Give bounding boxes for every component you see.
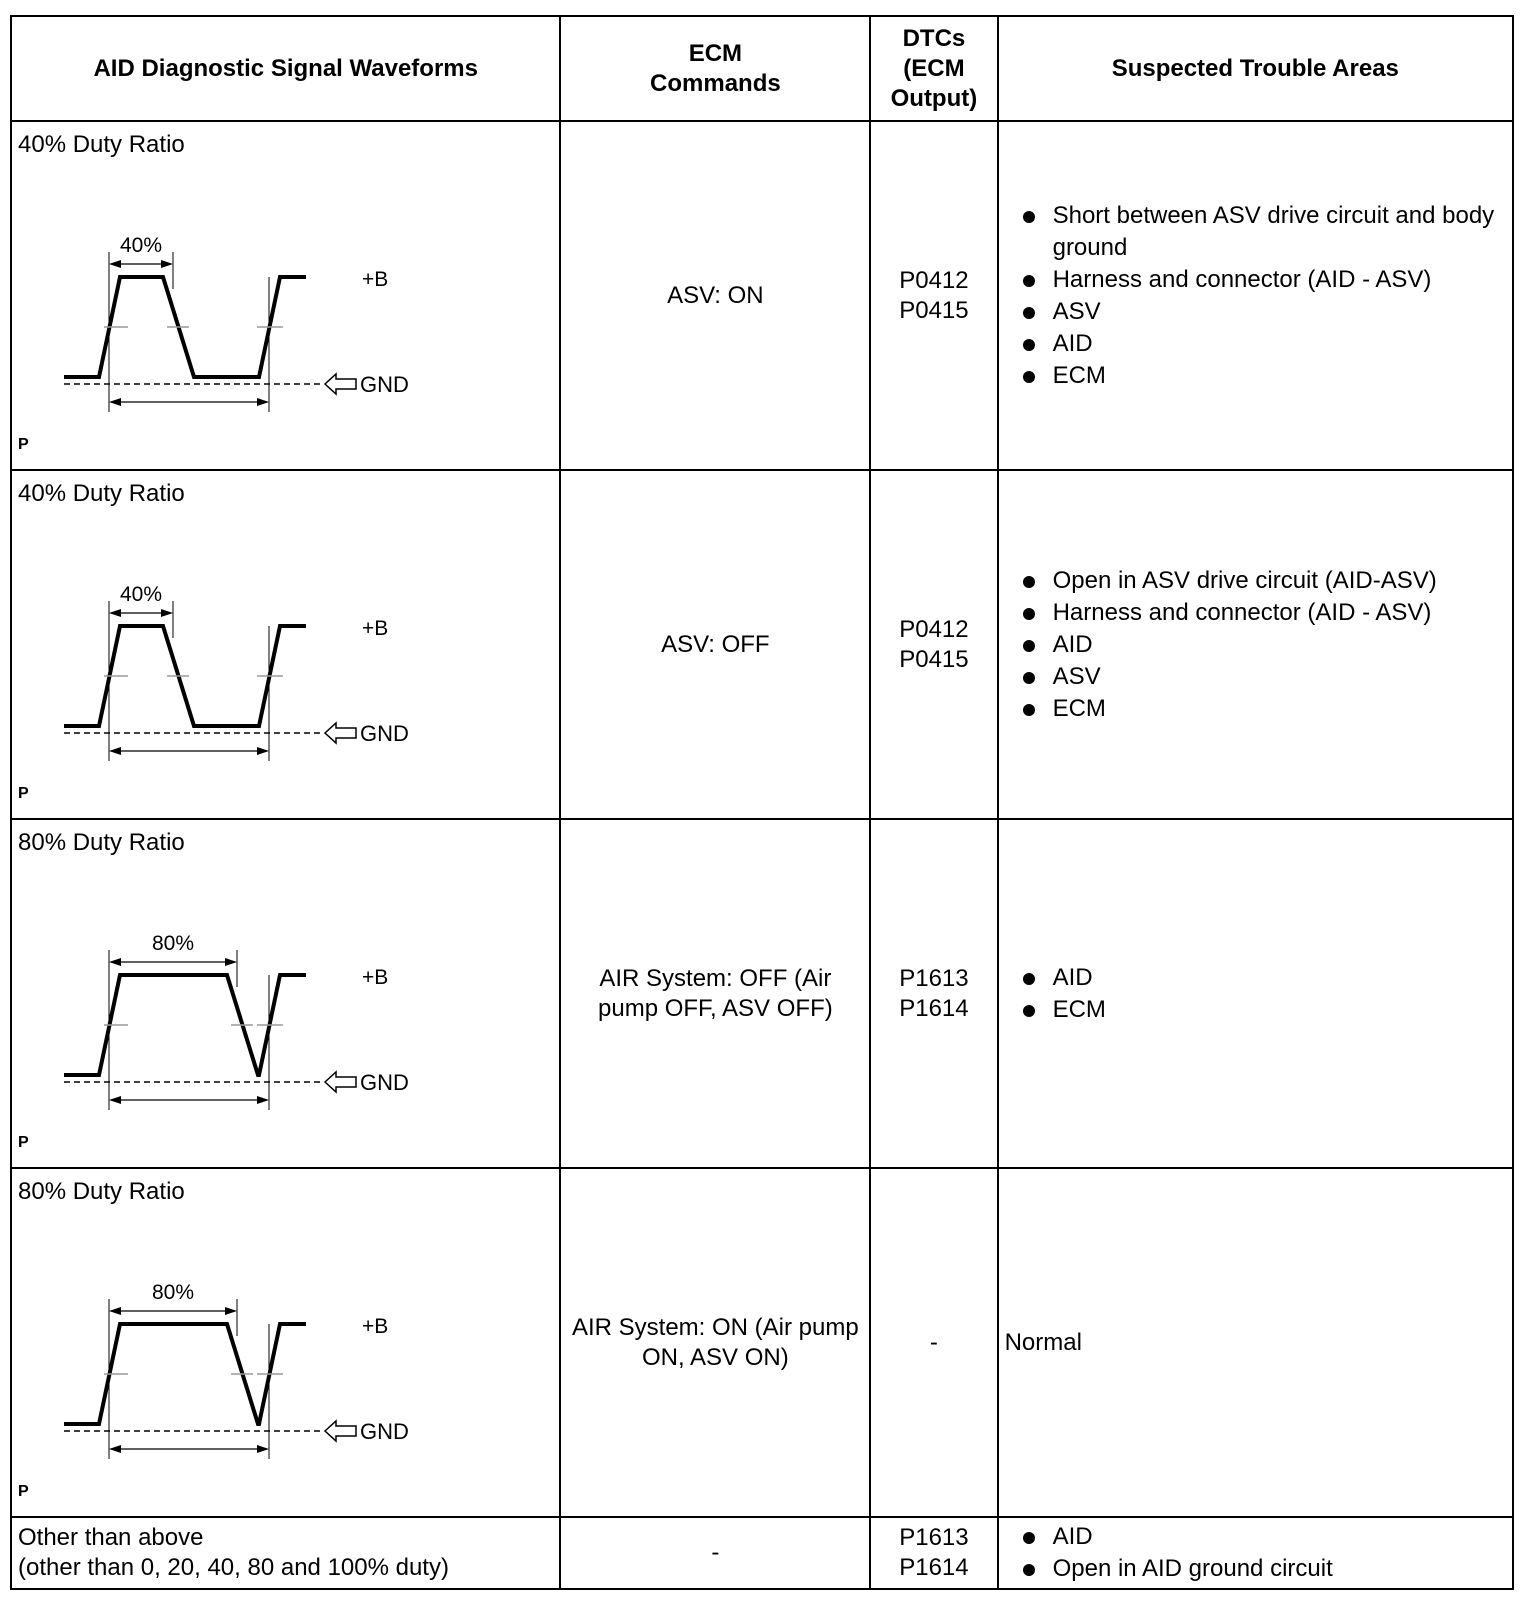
other-label-cell bbox=[11, 1517, 560, 1589]
trouble-areas-cell bbox=[998, 819, 1513, 1168]
trouble-areas-cell bbox=[998, 470, 1513, 819]
duty-percent-label: 80% bbox=[151, 1281, 195, 1304]
diagnostic-table bbox=[10, 15, 1514, 1590]
table-row bbox=[11, 1168, 1513, 1517]
corner-mark: P bbox=[18, 1134, 29, 1151]
trouble-areas-cell bbox=[998, 1517, 1513, 1589]
dtc-code: P1613 bbox=[899, 964, 969, 992]
table-row bbox=[11, 121, 1513, 470]
ecm-command-cell: AIR System: ON (Air pump ON, ASV ON) bbox=[560, 1168, 870, 1517]
list-item: AID bbox=[1023, 1521, 1504, 1553]
header-ecm-commands: ECM Commands bbox=[560, 16, 870, 121]
arrowhead bbox=[225, 958, 237, 966]
dtc-code: P1614 bbox=[899, 994, 969, 1022]
table-row bbox=[11, 1517, 1513, 1589]
list-item: AID bbox=[1023, 629, 1504, 661]
waveform-diagram bbox=[12, 820, 560, 1169]
duty-percent-label: 40% bbox=[119, 583, 163, 606]
gnd-arrow-icon bbox=[325, 723, 356, 743]
waveform-cell bbox=[11, 121, 560, 470]
arrowhead bbox=[109, 1096, 121, 1104]
dtc-cell bbox=[870, 121, 997, 470]
arrowhead bbox=[109, 747, 121, 755]
list-item: Harness and connector (AID - ASV) bbox=[1023, 597, 1504, 629]
trouble-areas-cell bbox=[998, 1168, 1513, 1517]
duty-percent-label: 40% bbox=[119, 234, 163, 257]
duty-ratio-label: 40% Duty Ratio bbox=[18, 131, 185, 158]
arrowhead bbox=[257, 1445, 269, 1453]
waveform-cell bbox=[11, 470, 560, 819]
list-item: Short between ASV drive circuit and body ground bbox=[1023, 200, 1504, 264]
duty-ratio-label: 40% Duty Ratio bbox=[18, 480, 185, 507]
header-waveforms: AID Diagnostic Signal Waveforms bbox=[11, 16, 560, 121]
dtc-code: P0415 bbox=[899, 645, 969, 673]
list-item: ASV bbox=[1023, 661, 1504, 693]
trouble-area-list bbox=[999, 565, 1512, 725]
waveform-cell bbox=[11, 819, 560, 1168]
arrowhead bbox=[109, 958, 121, 966]
gnd-arrow-icon bbox=[325, 374, 356, 394]
gnd-label: GND bbox=[360, 721, 409, 746]
header-row bbox=[11, 16, 1513, 121]
arrowhead bbox=[109, 260, 121, 268]
waveform-diagram bbox=[12, 471, 560, 820]
gnd-label: GND bbox=[360, 1419, 409, 1444]
waveform-diagram bbox=[12, 122, 560, 471]
ecm-command-cell: - bbox=[560, 1517, 870, 1589]
list-item: ECM bbox=[1023, 360, 1504, 392]
table-row bbox=[11, 819, 1513, 1168]
list-item: ECM bbox=[1023, 994, 1504, 1026]
dtc-code: P0415 bbox=[899, 296, 969, 324]
plus-b-label: +B bbox=[362, 966, 389, 989]
arrowhead bbox=[257, 398, 269, 406]
dtc-code: P1614 bbox=[899, 1554, 969, 1581]
ecm-command-cell: AIR System: OFF (Air pump OFF, ASV OFF) bbox=[560, 819, 870, 1168]
dtc-cell bbox=[870, 470, 997, 819]
list-item: Open in ASV drive circuit (AID-ASV) bbox=[1023, 565, 1504, 597]
dtc-code: - bbox=[929, 1328, 938, 1356]
arrowhead bbox=[109, 1307, 121, 1315]
trouble-area-list bbox=[999, 962, 1512, 1026]
gnd-label: GND bbox=[360, 1070, 409, 1095]
ecm-command-cell: ASV: OFF bbox=[560, 470, 870, 819]
trouble-areas-cell bbox=[998, 121, 1513, 470]
arrowhead bbox=[109, 609, 121, 617]
duty-ratio-label: 80% Duty Ratio bbox=[18, 829, 185, 856]
arrowhead bbox=[161, 260, 173, 268]
list-item: AID bbox=[1023, 962, 1504, 994]
plus-b-label: +B bbox=[362, 617, 389, 640]
waveform-diagram bbox=[12, 1169, 560, 1518]
duty-ratio-label: 80% Duty Ratio bbox=[18, 1178, 185, 1205]
list-item: Open in AID ground circuit bbox=[1023, 1553, 1504, 1585]
list-item: AID bbox=[1023, 328, 1504, 360]
header-areas: Suspected Trouble Areas bbox=[998, 16, 1513, 121]
arrowhead bbox=[109, 398, 121, 406]
plus-b-label: +B bbox=[362, 1315, 389, 1338]
list-item: ASV bbox=[1023, 296, 1504, 328]
table-row bbox=[11, 470, 1513, 819]
gnd-arrow-icon bbox=[325, 1421, 356, 1441]
gnd-label: GND bbox=[360, 372, 409, 397]
other-label-line2: (other than 0, 20, 40, 80 and 100% duty) bbox=[18, 1554, 449, 1581]
dtc-cell bbox=[870, 1517, 997, 1589]
dtc-code: P1613 bbox=[899, 1524, 969, 1551]
waveform-cell bbox=[11, 1168, 560, 1517]
trouble-area-list bbox=[999, 200, 1512, 392]
dtc-cell bbox=[870, 1168, 997, 1517]
list-item: ECM bbox=[1023, 693, 1504, 725]
normal-text: Normal bbox=[1004, 1328, 1082, 1356]
corner-mark: P bbox=[18, 1483, 29, 1500]
list-item: Harness and connector (AID - ASV) bbox=[1023, 264, 1504, 296]
duty-percent-label: 80% bbox=[151, 932, 195, 955]
dtc-code: P0412 bbox=[899, 266, 969, 294]
arrowhead bbox=[161, 609, 173, 617]
ecm-command-cell: ASV: ON bbox=[560, 121, 870, 470]
arrowhead bbox=[109, 1445, 121, 1453]
dtc-code: P0412 bbox=[899, 615, 969, 643]
other-label-line1: Other than above bbox=[18, 1524, 204, 1551]
gnd-arrow-icon bbox=[325, 1072, 356, 1092]
corner-mark: P bbox=[18, 785, 29, 802]
arrowhead bbox=[257, 747, 269, 755]
header-dtcs: DTCs (ECM Output) bbox=[870, 16, 997, 121]
corner-mark: P bbox=[18, 436, 29, 453]
trouble-area-list bbox=[999, 1521, 1512, 1585]
plus-b-label: +B bbox=[362, 268, 389, 291]
dtc-cell bbox=[870, 819, 997, 1168]
arrowhead bbox=[257, 1096, 269, 1104]
arrowhead bbox=[225, 1307, 237, 1315]
